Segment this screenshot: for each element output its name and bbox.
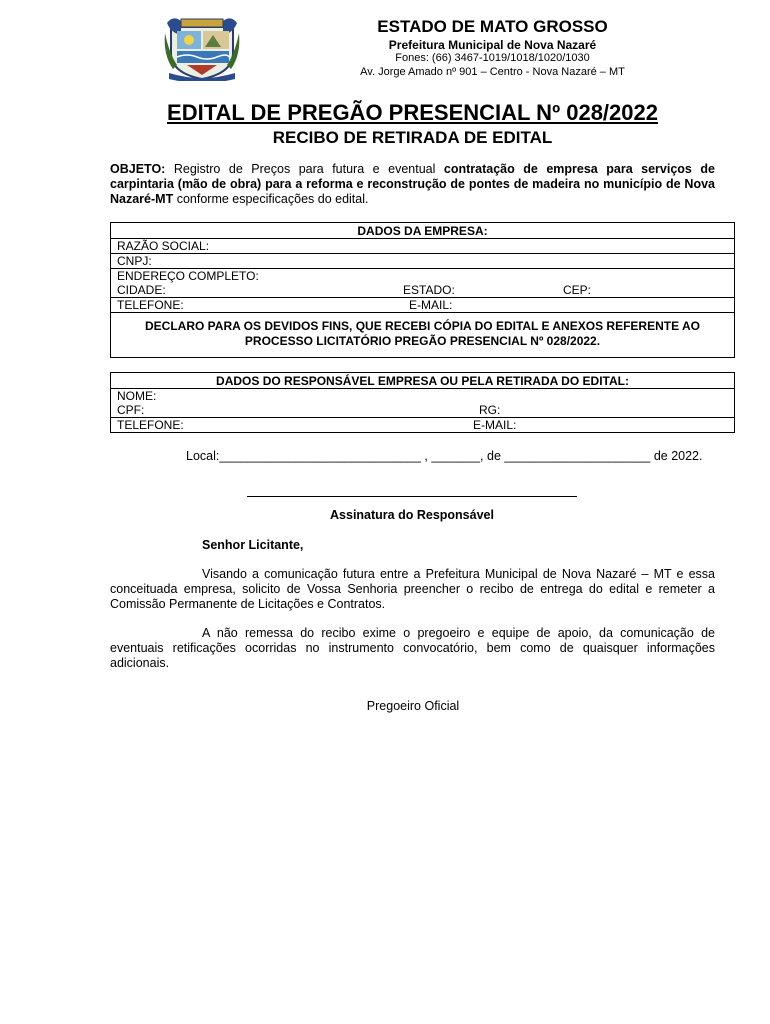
coat-of-arms-logo [163,13,241,81]
razao-social-field[interactable]: RAZÃO SOCIAL: [111,239,735,254]
cpf-row [111,403,735,418]
objeto-paragraph [110,162,715,207]
objeto-text-1: Registro de Preços para futura e eventual [173,162,436,176]
footer-pregoeiro: Pregoeiro Oficial [366,699,460,713]
cnpj-field[interactable]: CNPJ: [111,254,735,269]
signature-line[interactable] [247,496,577,497]
estado-field[interactable]: ESTADO: [403,283,455,297]
local-date-line[interactable]: Local:_____________________________ , _______, de _____________________ de 2022. [186,449,703,463]
endereco-field[interactable]: ENDEREÇO COMPLETO: [111,269,735,284]
document-title: EDITAL DE PREGÃO PRESENCIAL Nº 028/2022 [167,100,658,125]
paragraph-1: Visando a comunicação futura entre a Prefeitura Municipal de Nova Nazaré – MT e essa conceituada empresa, solicito de Vossa Senhoria preencher o recibo de entrega do edital e remeter a Comissão Permanente de Licitações e Contratos. [110,567,715,611]
header-prefeitura: Prefeitura Municipal de Nova Nazaré [388,38,597,52]
objeto-label: OBJETO: [110,162,166,176]
header-state: ESTADO DE MATO GROSSO [377,17,608,36]
header-address: Av. Jorge Amado nº 901 – Centro - Nova Nazaré – MT [360,66,625,78]
cidade-field[interactable]: CIDADE: [117,283,166,297]
rg-field[interactable]: RG: [479,403,501,417]
signature-caption: Assinatura do Responsável [330,508,494,522]
telefone-row [111,298,735,313]
responsible-telefone-row [111,418,735,433]
objeto-bold: contratação de empresa para serviços de carpintaria (mão de obra) para a reforma e reconstrução de pontes de madeira no município de Nova Nazaré-MT [110,162,715,206]
salutation: Senhor Licitante, [202,538,304,552]
company-telefone-field[interactable]: TELEFONE: [117,298,184,312]
paragraph-2: A não remessa do recibo exime o pregoeiro e equipe de apoio, da comunicação de eventuais retificações ocorridas no instrumento convocatório, bem como de quaisquer informações adicionais. [110,626,715,670]
responsible-telefone-field[interactable]: TELEFONE: [117,418,184,432]
company-email-field[interactable]: E-MAIL: [409,298,453,312]
responsible-data-table [110,372,735,433]
cpf-field[interactable]: CPF: [117,403,145,417]
document-subtitle: RECIBO DE RETIRADA DE EDITAL [272,128,553,147]
nome-field[interactable]: NOME: [111,389,735,404]
company-data-heading: DADOS DA EMPRESA: [111,223,735,239]
cep-field[interactable]: CEP: [563,283,592,297]
responsible-data-heading: DADOS DO RESPONSÁVEL EMPRESA OU PELA RETIRADA DO EDITAL: [111,373,735,389]
responsible-email-field[interactable]: E-MAIL: [473,418,517,432]
objeto-text-2: conforme especificações do edital. [176,192,369,206]
declaration-text: DECLARO PARA OS DEVIDOS FINS, QUE RECEBI CÓPIA DO EDITAL E ANEXOS REFERENTE AO PROCESSO LICITATÓRIO PREGÃO PRESENCIAL Nº 028/2022. [111,313,735,358]
company-data-table [110,222,735,358]
header-phones: Fones: (66) 3467-1019/1018/1020/1030 [395,52,590,64]
cidade-row [111,283,735,298]
